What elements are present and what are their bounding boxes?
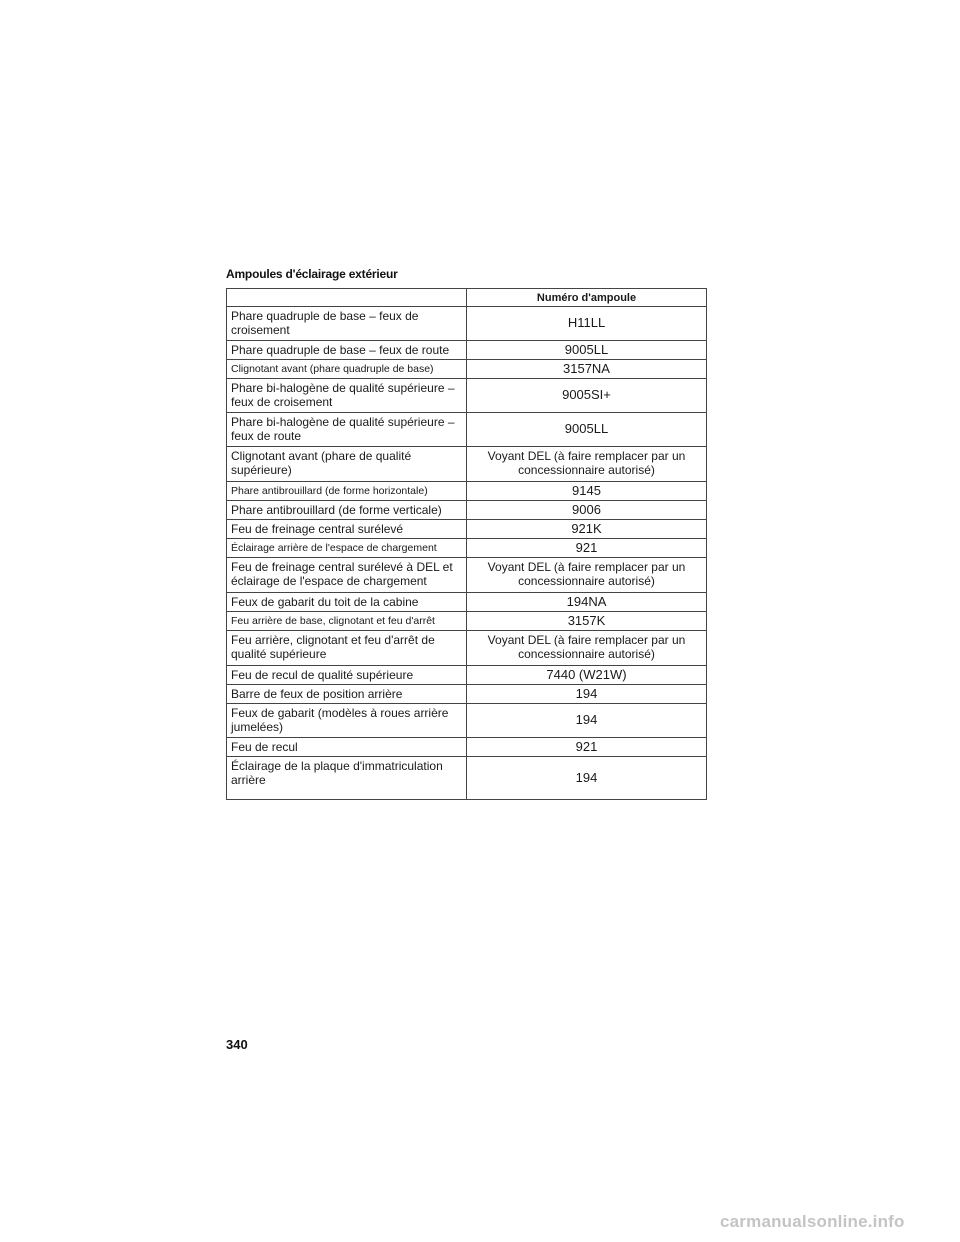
row-value: H11LL <box>467 307 707 341</box>
row-label: Éclairage arrière de l'espace de chargement <box>227 539 467 558</box>
row-value: Voyant DEL (à faire remplacer par un concessionnaire autorisé) <box>467 447 707 482</box>
row-value: 921 <box>467 539 707 558</box>
table-row <box>227 520 707 539</box>
table-row <box>227 482 707 501</box>
row-label: Éclairage de la plaque d'immatriculation arrière <box>227 757 467 800</box>
table-row <box>227 360 707 379</box>
column-header-component <box>227 289 467 307</box>
watermark-text: carmanualsonline.info <box>720 1212 905 1231</box>
row-label: Feu arrière, clignotant et feu d'arrêt de qualité supérieure <box>227 631 467 666</box>
row-value: 3157K <box>467 612 707 631</box>
table-row <box>227 341 707 360</box>
row-label: Feu de freinage central surélevé <box>227 520 467 539</box>
table-row <box>227 666 707 685</box>
row-label: Feu arrière de base, clignotant et feu d'arrêt <box>227 612 467 631</box>
table-row <box>227 738 707 757</box>
row-label: Phare quadruple de base – feux de croisement <box>227 307 467 341</box>
row-label: Feu de recul de qualité supérieure <box>227 666 467 685</box>
page-number: 340 <box>226 1037 248 1052</box>
row-value: 9005LL <box>467 341 707 360</box>
table-row <box>227 501 707 520</box>
table-row <box>227 612 707 631</box>
row-value: 7440 (W21W) <box>467 666 707 685</box>
section-title: Ampoules d'éclairage extérieur <box>226 267 398 281</box>
row-value: Voyant DEL (à faire remplacer par un concessionnaire autorisé) <box>467 558 707 593</box>
row-value: 9006 <box>467 501 707 520</box>
row-value: 3157NA <box>467 360 707 379</box>
table-header-row <box>227 289 707 307</box>
row-label: Barre de feux de position arrière <box>227 685 467 704</box>
row-value: 921K <box>467 520 707 539</box>
bulb-table <box>226 288 707 800</box>
row-value: 9145 <box>467 482 707 501</box>
row-value: 921 <box>467 738 707 757</box>
row-value: 194 <box>467 704 707 738</box>
row-value: Voyant DEL (à faire remplacer par un concessionnaire autorisé) <box>467 631 707 666</box>
row-label: Phare bi-halogène de qualité supérieure – feux de route <box>227 413 467 447</box>
row-label: Phare quadruple de base – feux de route <box>227 341 467 360</box>
row-value: 9005LL <box>467 413 707 447</box>
table-row <box>227 685 707 704</box>
row-label: Clignotant avant (phare de qualité supérieure) <box>227 447 467 482</box>
column-header-bulb-number: Numéro d'ampoule <box>467 289 707 307</box>
table-row <box>227 447 707 482</box>
table-row <box>227 558 707 593</box>
row-label: Feu de freinage central surélevé à DEL et éclairage de l'espace de chargement <box>227 558 467 593</box>
table-row <box>227 307 707 341</box>
row-label: Phare antibrouillard (de forme horizontale) <box>227 482 467 501</box>
table-row <box>227 539 707 558</box>
row-value: 194NA <box>467 593 707 612</box>
row-value: 194 <box>467 685 707 704</box>
table-row <box>227 704 707 738</box>
table-row <box>227 593 707 612</box>
table-row <box>227 757 707 800</box>
table-row <box>227 379 707 413</box>
row-label: Clignotant avant (phare quadruple de base) <box>227 360 467 379</box>
row-label: Feu de recul <box>227 738 467 757</box>
row-label: Feux de gabarit (modèles à roues arrière jumelées) <box>227 704 467 738</box>
row-label: Phare bi-halogène de qualité supérieure – feux de croisement <box>227 379 467 413</box>
table-row <box>227 413 707 447</box>
row-value: 9005SI+ <box>467 379 707 413</box>
row-label: Feux de gabarit du toit de la cabine <box>227 593 467 612</box>
table-row <box>227 631 707 666</box>
row-label: Phare antibrouillard (de forme verticale) <box>227 501 467 520</box>
row-value: 194 <box>467 757 707 800</box>
